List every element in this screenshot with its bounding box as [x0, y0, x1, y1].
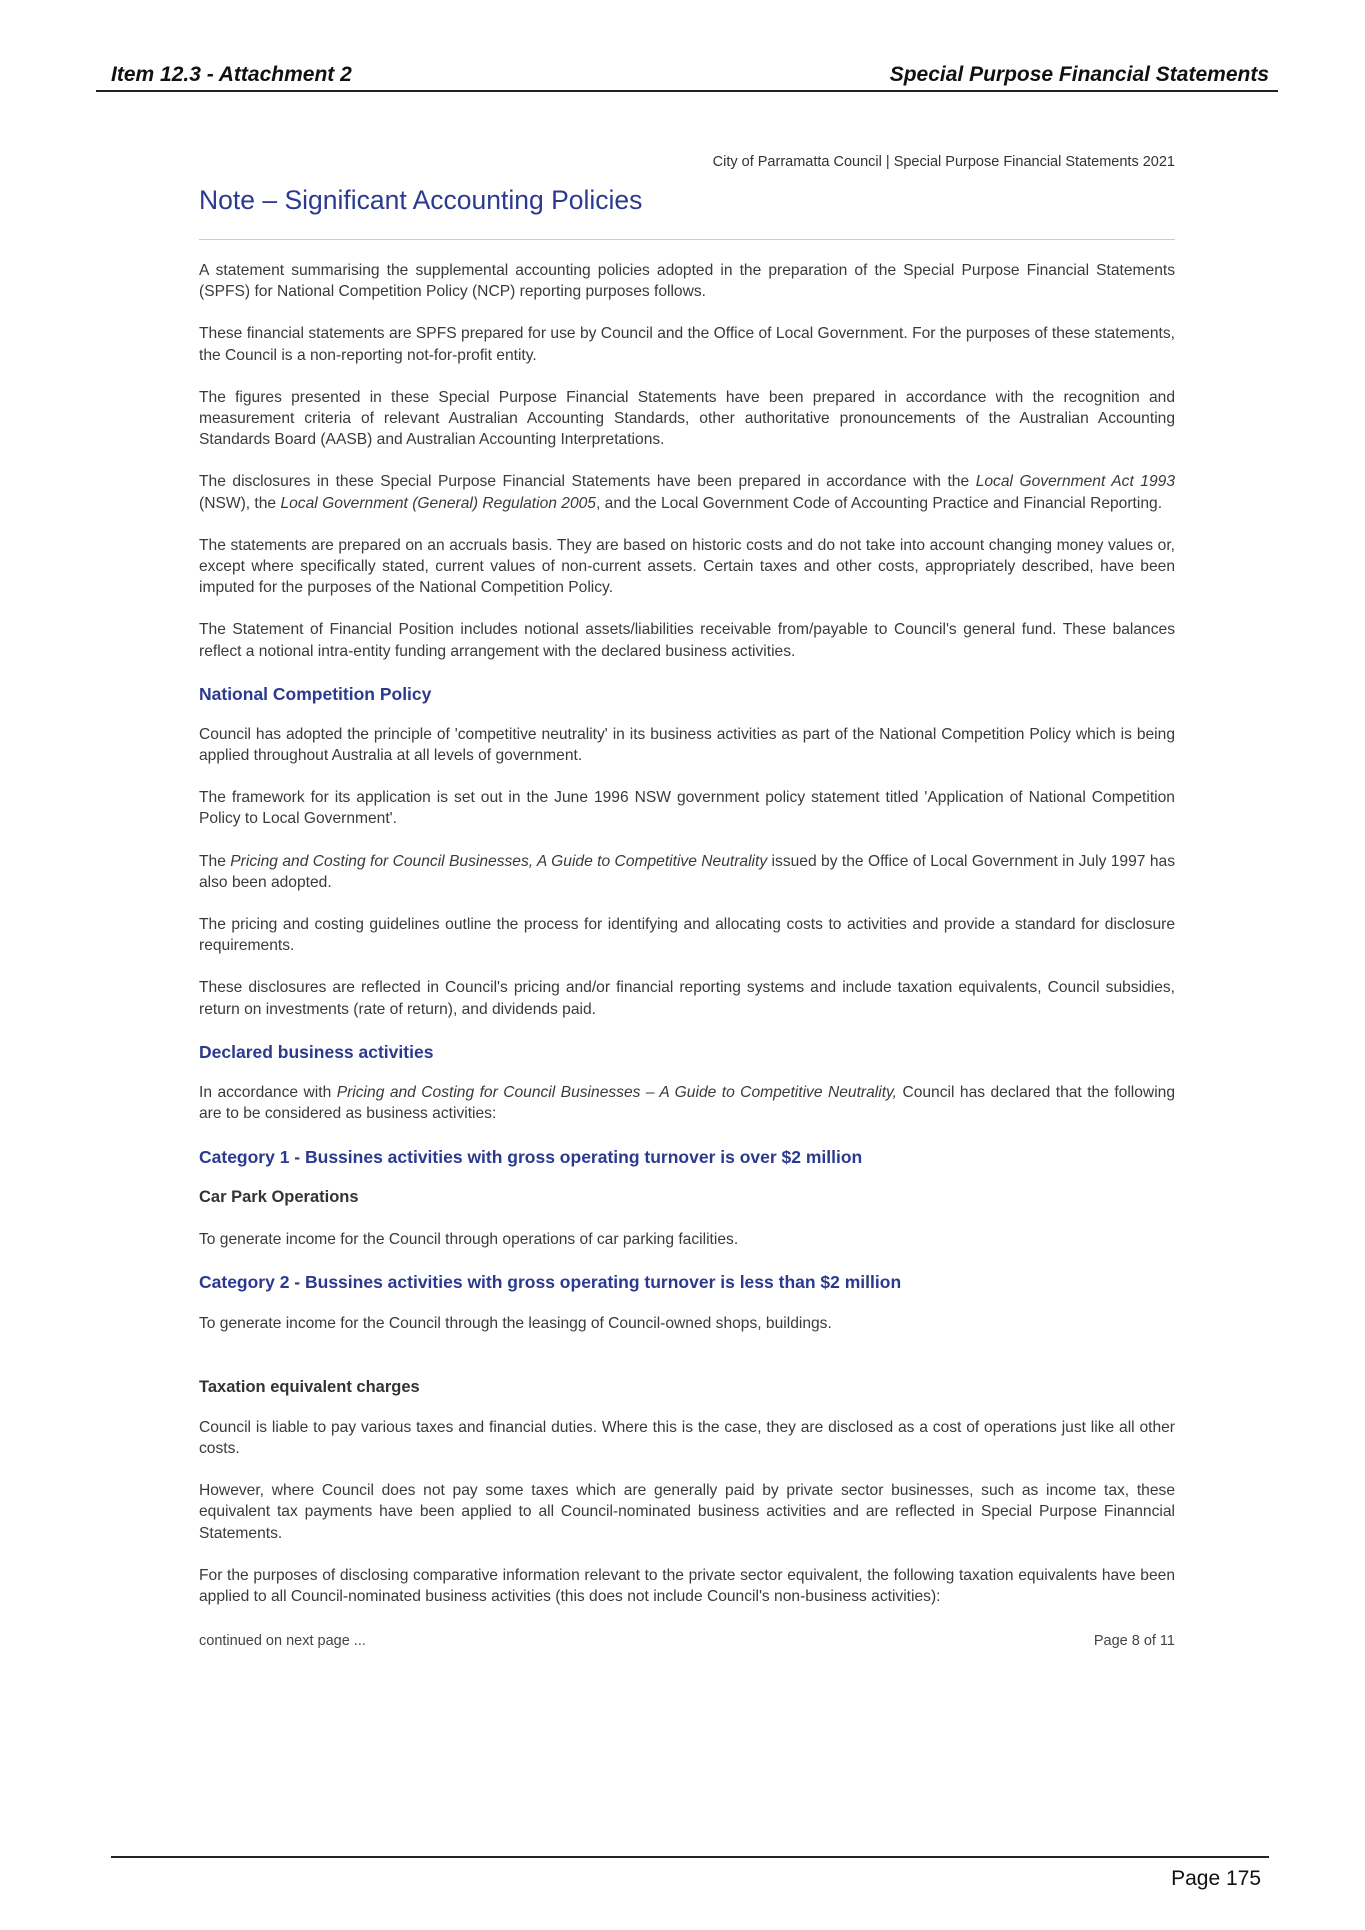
- paragraph-figures: The figures presented in these Special Purpose Financial Statements have been prepared in accordance with the recognition and measurement criteria of relevant Australian Accounting Standards, other authoritative pronouncements of the Australian Accounting Standards Board (AASB) and Australian Accounting Interpretations.: [199, 388, 1175, 449]
- paragraph-pricing-guide: The Pricing and Costing for Council Businesses, A Guide to Competitive Neutrality issued by the Office of Local Government in July 1997 has also been adopted.: [199, 852, 1175, 891]
- page-title: Note – Significant Accounting Policies: [199, 185, 643, 215]
- heading-car-park-operations: Car Park Operations: [199, 1188, 359, 1207]
- paragraph-accruals: The statements are prepared on an accruals basis. They are based on historic costs and do not take into account changing money values or, except where specifically stated, current values of non-current assets. Certain taxes and other costs, appropriately described, have been imputed for the purposes of the National Competition Policy.: [199, 536, 1175, 597]
- paragraph-taxes-duties: Council is liable to pay various taxes and financial duties. Where this is the case, they are disclosed as a cost of operations just like all other costs.: [199, 1418, 1175, 1457]
- header-rule-right: [430, 90, 1278, 92]
- heading-taxation-equivalent-charges: Taxation equivalent charges: [199, 1377, 420, 1396]
- paragraph-financial-position: The Statement of Financial Position includes notional assets/liabilities receivable from/payable to Council's general fund. These balances reflect a notional intra-entity funding arrangement with the declared business activities.: [199, 621, 1175, 660]
- page-number: Page 175: [1171, 1867, 1261, 1890]
- heading-national-competition-policy: National Competition Policy: [199, 683, 432, 704]
- page-of-count: Page 8 of 11: [1093, 1633, 1175, 1650]
- heading-declared-business-activities: Declared business activities: [199, 1041, 434, 1062]
- document-page: [199, 152, 1175, 1649]
- heading-category-2: Category 2 - Bussines activities with gross operating turnover is less than $2 million: [199, 1272, 902, 1293]
- heading-category-1: Category 1 - Bussines activities with gross operating turnover is over $2 million: [199, 1147, 863, 1168]
- paragraph-comparative-information: For the purposes of disclosing comparative information relevant to the private sector equivalent, the following taxation equivalents have been applied to all Council-nominated business activities (this does not include Council's non-business activities):: [199, 1566, 1175, 1605]
- document-type-label: Special Purpose Financial Statements: [889, 63, 1269, 86]
- paragraph-declaration: In accordance with Pricing and Costing for Council Businesses – A Guide to Competitive Neutrality, Council has declared that the following are to be considered as business activities:: [199, 1083, 1175, 1123]
- document-footer: [199, 1633, 1175, 1649]
- title-divider: [199, 239, 1175, 240]
- header-rule-left: [96, 90, 430, 92]
- paragraph-equivalent-tax: However, where Council does not pay some taxes which are generally paid by private sector businesses, such as income tax, these equivalent tax payments have been applied to all Council-nominated business activities and are reflected in Special Purpose Finanncial Statements.: [199, 1482, 1175, 1542]
- paragraph-reporting-systems: These disclosures are reflected in Council's pricing and/or financial reporting systems and include taxation equivalents, Council subsidies, return on investments (rate of return), and dividends paid.: [199, 979, 1175, 1018]
- continued-note: continued on next page ...: [199, 1633, 366, 1650]
- paragraph-intro: A statement summarising the supplemental accounting policies adopted in the preparation of the Special Purpose Financial Statements (SPFS) for National Competition Policy (NCP) reporting purposes follows.: [199, 262, 1175, 301]
- attachment-label: Item 12.3 - Attachment 2: [111, 63, 352, 86]
- paragraph-competitive-neutrality: Council has adopted the principle of 'competitive neutrality' in its business activities as part of the National Competition Policy which is being applied throughout Australia at all levels of government.: [199, 725, 1175, 765]
- paragraph-disclosures: The disclosures in these Special Purpose Financial Statements have been prepared in accordance with the Local Government Act 1993 (NSW), the Local Government (General) Regulation 2005, and the Local Government Code of Accounting Practice and Financial Reporting.: [199, 473, 1175, 512]
- paragraph-leasing: To generate income for the Council through the leasingg of Council-owned shops, buildings.: [199, 1315, 832, 1333]
- document-subtitle: City of Parramatta Council | Special Purpose Financial Statements 2021: [712, 154, 1175, 170]
- paragraph-framework: The framework for its application is set out in the June 1996 NSW government policy statement titled 'Application of National Competition Policy to Local Government'.: [199, 789, 1175, 828]
- footer-rule: [111, 1856, 1269, 1858]
- paragraph-guidelines: The pricing and costing guidelines outline the process for identifying and allocating costs to activities and provide a standard for disclosure requirements.: [199, 916, 1175, 955]
- paragraph-car-park: To generate income for the Council through operations of car parking facilities.: [199, 1231, 739, 1249]
- paragraph-spfs: These financial statements are SPFS prepared for use by Council and the Office of Local Government. For the purposes of these statements, the Council is a non-reporting not-for-profit entity.: [199, 325, 1175, 364]
